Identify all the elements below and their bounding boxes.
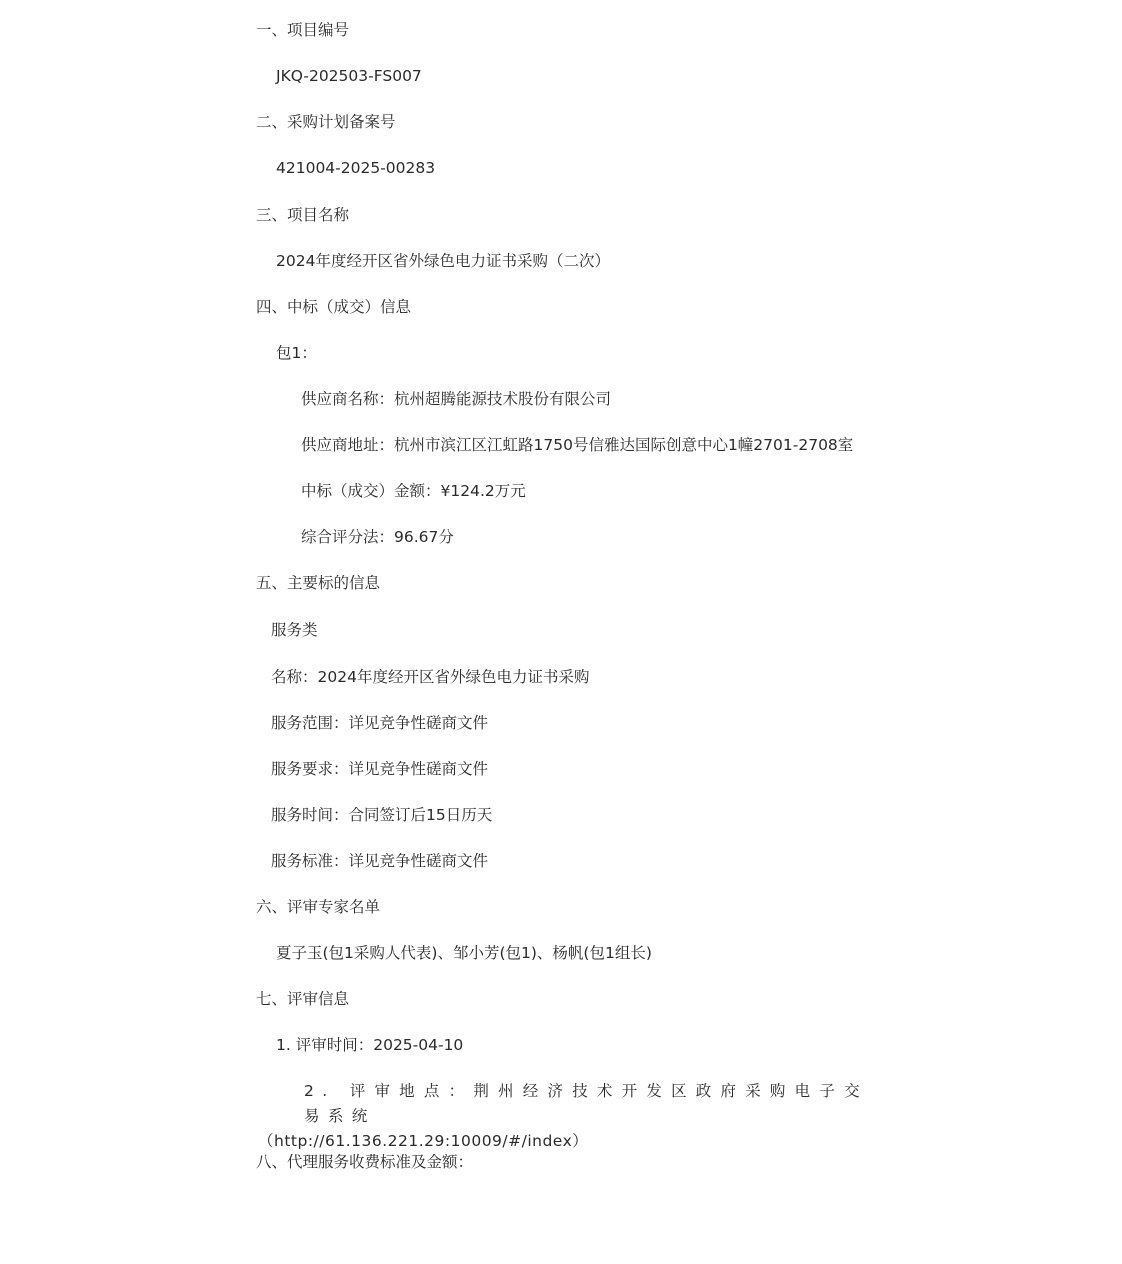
review-place-url: （http://61.136.221.29:10009/#/index） [258,1132,589,1150]
evaluation-score: 综合评分法：96.67分 [301,528,454,546]
section-heading-review-info: 七、评审信息 [256,990,350,1008]
section-heading-main-subject: 五、主要标的信息 [256,574,381,592]
project-name-value: 2024年度经开区省外绿色电力证书采购（二次） [276,252,610,270]
award-amount: 中标（成交）金额：¥124.2万元 [301,482,526,500]
service-requirements: 服务要求：详见竞争性磋商文件 [271,760,489,778]
package-label: 包1： [276,344,317,362]
plan-record-number-value: 421004-2025-00283 [276,159,436,177]
service-scope: 服务范围：详见竞争性磋商文件 [271,714,489,732]
section-heading-project-name: 三、项目名称 [256,206,350,224]
subject-name: 名称：2024年度经开区省外绿色电力证书采购 [271,668,590,686]
review-time: 1. 评审时间：2025-04-10 [276,1036,464,1054]
project-number-value: JKQ-202503-FS007 [276,67,422,85]
supplier-name: 供应商名称：杭州超腾能源技术股份有限公司 [301,390,612,408]
section-heading-plan-record-number: 二、采购计划备案号 [256,113,396,131]
section-heading-project-number: 一、项目编号 [256,21,350,39]
review-place-line1: 2. 评审地点：荆州经济技术开发区政府采购电子交易系统 [304,1082,868,1125]
service-standard: 服务标准：详见竞争性磋商文件 [271,852,489,870]
supplier-address: 供应商地址：杭州市滨江区江虹路1750号信雅达国际创意中心1幢2701-2708室 [301,436,854,454]
service-time: 服务时间：合同签订后15日历天 [271,806,493,824]
section-heading-award-info: 四、中标（成交）信息 [256,298,412,316]
section-heading-experts: 六、评审专家名单 [256,898,381,916]
service-category: 服务类 [271,621,318,639]
expert-list: 夏子玉(包1采购人代表)、邹小芳(包1)、杨帆(包1组长) [276,944,652,962]
review-place [258,1079,868,1154]
section-heading-agency-fee: 八、代理服务收费标准及金额： [256,1153,474,1171]
